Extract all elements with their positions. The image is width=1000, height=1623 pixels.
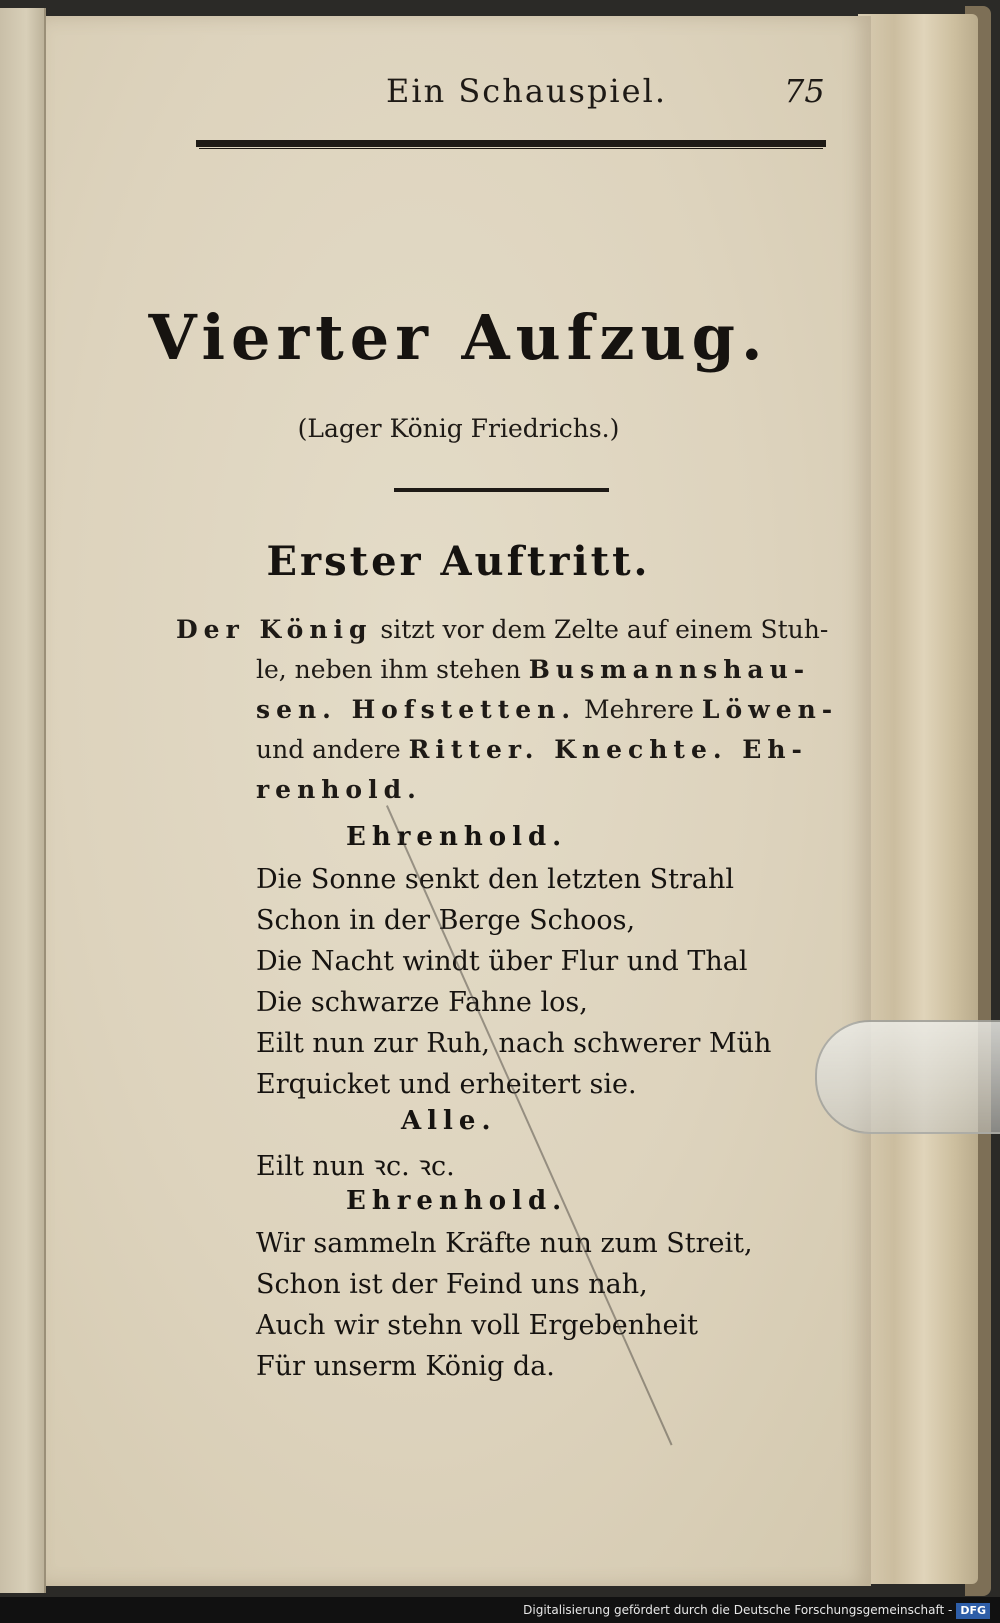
act-title: Vierter Aufzug. xyxy=(148,301,769,374)
verse-line: Die Sonne senkt den letzten Strahl xyxy=(256,864,735,895)
digitization-footer xyxy=(0,1597,1000,1623)
stage-line xyxy=(176,690,839,730)
stage-direction xyxy=(176,610,839,810)
stage-name: Löwen- xyxy=(701,695,839,724)
stage-name: sen. Hofstetten. xyxy=(256,695,577,724)
stage-line xyxy=(176,770,836,810)
verse-line: Eilt nun zur Ruh, nach schwerer Müh xyxy=(256,1028,772,1059)
stage-line xyxy=(176,730,836,770)
book-page xyxy=(46,16,871,1586)
dfg-logo: DFG xyxy=(956,1603,990,1619)
left-page-edge xyxy=(0,8,46,1593)
speaker-ehrenhold: Ehrenhold. xyxy=(346,1186,568,1216)
stage-text: le, neben ihm stehen xyxy=(256,655,529,684)
footer-text: Digitalisierung gefördert durch die Deutsche Forschungsgemeinschaft - xyxy=(523,1603,953,1617)
section-rule xyxy=(394,488,609,492)
stage-line xyxy=(176,650,836,690)
page-stack-edges xyxy=(858,14,978,1584)
stage-text: sitzt vor dem Zelte auf einem Stuh- xyxy=(372,615,829,644)
stage-name: renhold. xyxy=(256,775,422,804)
verse-line: Schon ist der Feind uns nah, xyxy=(256,1269,648,1300)
running-head: Ein Schauspiel. xyxy=(386,72,667,110)
stage-name: Busmannshau- xyxy=(528,655,811,684)
stage-line xyxy=(176,610,836,650)
verse-line: Die Nacht windt über Flur und Thal xyxy=(256,946,748,977)
act-subtitle: (Lager König Friedrichs.) xyxy=(297,414,620,443)
verse-line: Erquicket und erheitert sie. xyxy=(256,1069,637,1100)
verse-line: Die schwarze Fahne los, xyxy=(256,987,588,1018)
verse-line: Wir sammeln Kräfte nun zum Streit, xyxy=(256,1228,753,1259)
stage-text: und andere xyxy=(256,735,409,764)
stage-name: Der König xyxy=(176,615,373,644)
header-rule xyxy=(196,140,826,147)
verse-line: Schon in der Berge Schoos, xyxy=(256,905,636,936)
glass-page-holder xyxy=(815,1020,1000,1134)
verse-line: Auch wir stehn voll Ergebenheit xyxy=(256,1310,699,1341)
stage-text: Mehrere xyxy=(576,695,702,724)
verse-line: Eilt nun ꝛc. ꝛc. xyxy=(256,1151,455,1182)
speaker-alle: Alle. xyxy=(401,1106,497,1136)
page-number: 75 xyxy=(784,72,825,110)
verse-line: Für unserm König da. xyxy=(256,1351,555,1382)
scene-title: Erster Auftritt. xyxy=(266,538,651,585)
stage-name: Ritter. Knechte. Eh- xyxy=(408,735,808,764)
speaker-ehrenhold: Ehrenhold. xyxy=(346,822,568,852)
